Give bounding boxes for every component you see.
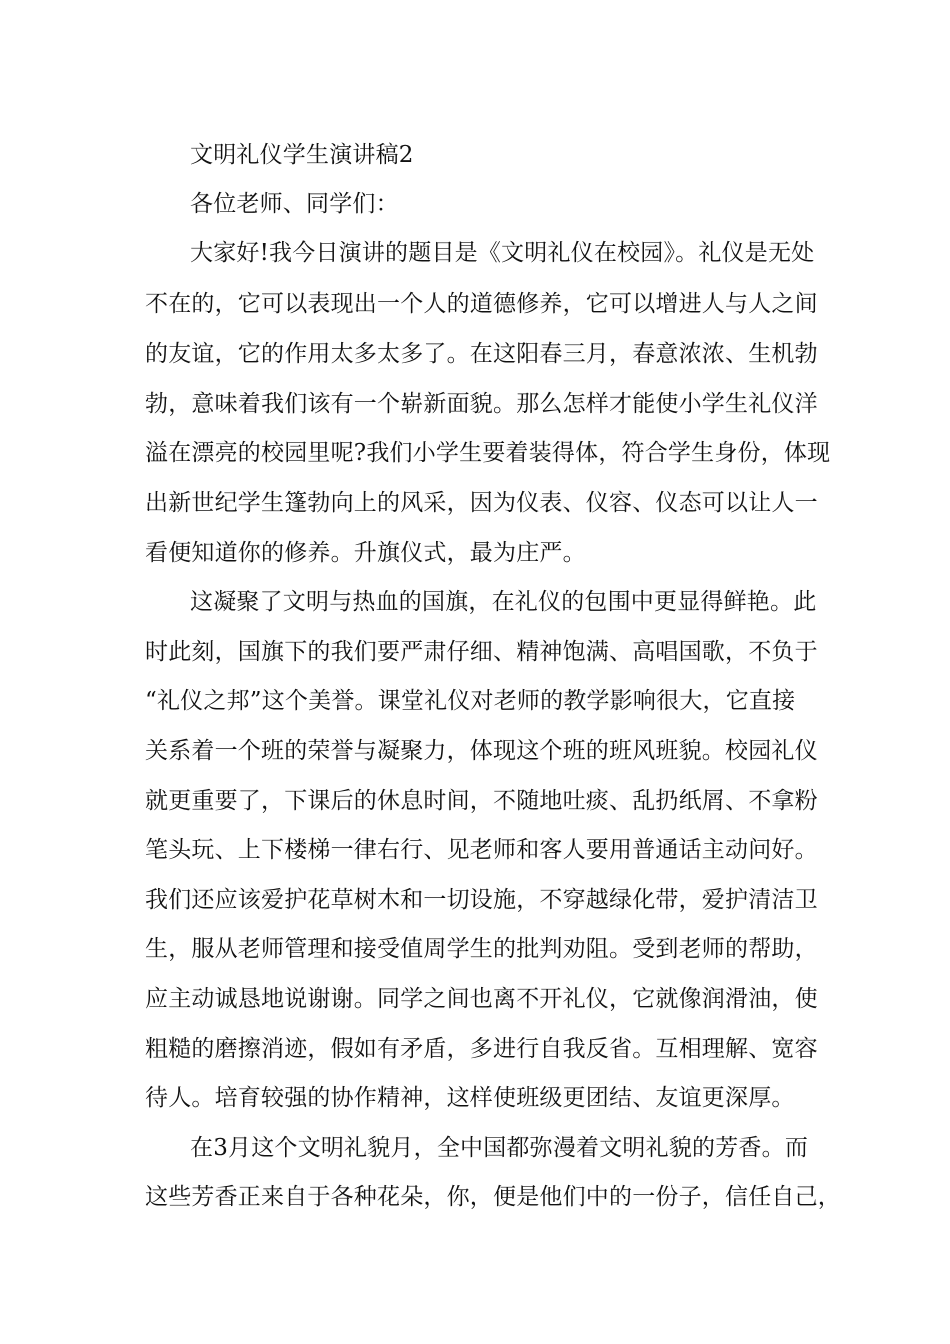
body-line: 勃，意味着我们该有一个崭新面貌。那么怎样才能使小学生礼仪洋 <box>145 391 818 417</box>
body-line: 待人。培育较强的协作精神，这样使班级更团结、友谊更深厚。 <box>145 1085 795 1111</box>
body-line: 在3月这个文明礼貌月，全中国都弥漫着文明礼貌的芳香。而 <box>190 1135 809 1161</box>
body-line: 这些芳香正来自于各种花朵，你，便是他们中的一份子，信任自己， <box>145 1184 841 1210</box>
body-line: 生，服从老师管理和接受值周学生的批判劝阻。受到老师的帮助， <box>145 936 818 962</box>
body-line: 关系着一个班的荣誉与凝聚力，体现这个班的班风班貌。校园礼仪 <box>145 738 818 764</box>
salutation: 各位老师、同学们： <box>190 191 399 217</box>
document-title: 文明礼仪学生演讲稿2 <box>190 142 414 168</box>
body-line: 粗糙的磨擦消迹，假如有矛盾，多进行自我反省。互相理解、宽容 <box>145 1036 818 1062</box>
body-line: “礼仪之邦”这个美誉。课堂礼仪对老师的教学影响很大，它直接 <box>145 688 796 714</box>
body-line: 溢在漂亮的校园里呢?我们小学生要着装得体，符合学生身份，体现 <box>145 440 831 466</box>
body-line: 不在的，它可以表现出一个人的道德修养，它可以增进人与人之间 <box>145 291 818 317</box>
body-line: 我们还应该爱护花草树木和一切设施，不穿越绿化带，爱护清洁卫 <box>145 887 818 913</box>
body-line: 笔头玩、上下楼梯一律右行、见老师和客人要用普通话主动问好。 <box>145 837 818 863</box>
body-line: 出新世纪学生篷勃向上的风采，因为仪表、仪容、仪态可以让人一 <box>145 490 818 516</box>
body-line: 的友谊，它的作用太多太多了。在这阳春三月，春意浓浓、生机勃 <box>145 341 818 367</box>
body-line: 应主动诚恳地说谢谢。同学之间也离不开礼仪，它就像润滑油，使 <box>145 986 818 1012</box>
body-line: 这凝聚了文明与热血的国旗，在礼仪的包围中更显得鲜艳。此 <box>190 589 817 615</box>
body-line: 大家好!我今日演讲的题目是《文明礼仪在校园》。礼仪是无处 <box>190 240 815 266</box>
body-line: 时此刻，国旗下的我们要严肃仔细、精神饱满、高唱国歌，不负于 <box>145 639 818 665</box>
body-line: 看便知道你的修养。升旗仪式，最为庄严。 <box>145 540 586 566</box>
body-line: 就更重要了，下课后的休息时间，不随地吐痰、乱扔纸屑、不拿粉 <box>145 788 818 814</box>
